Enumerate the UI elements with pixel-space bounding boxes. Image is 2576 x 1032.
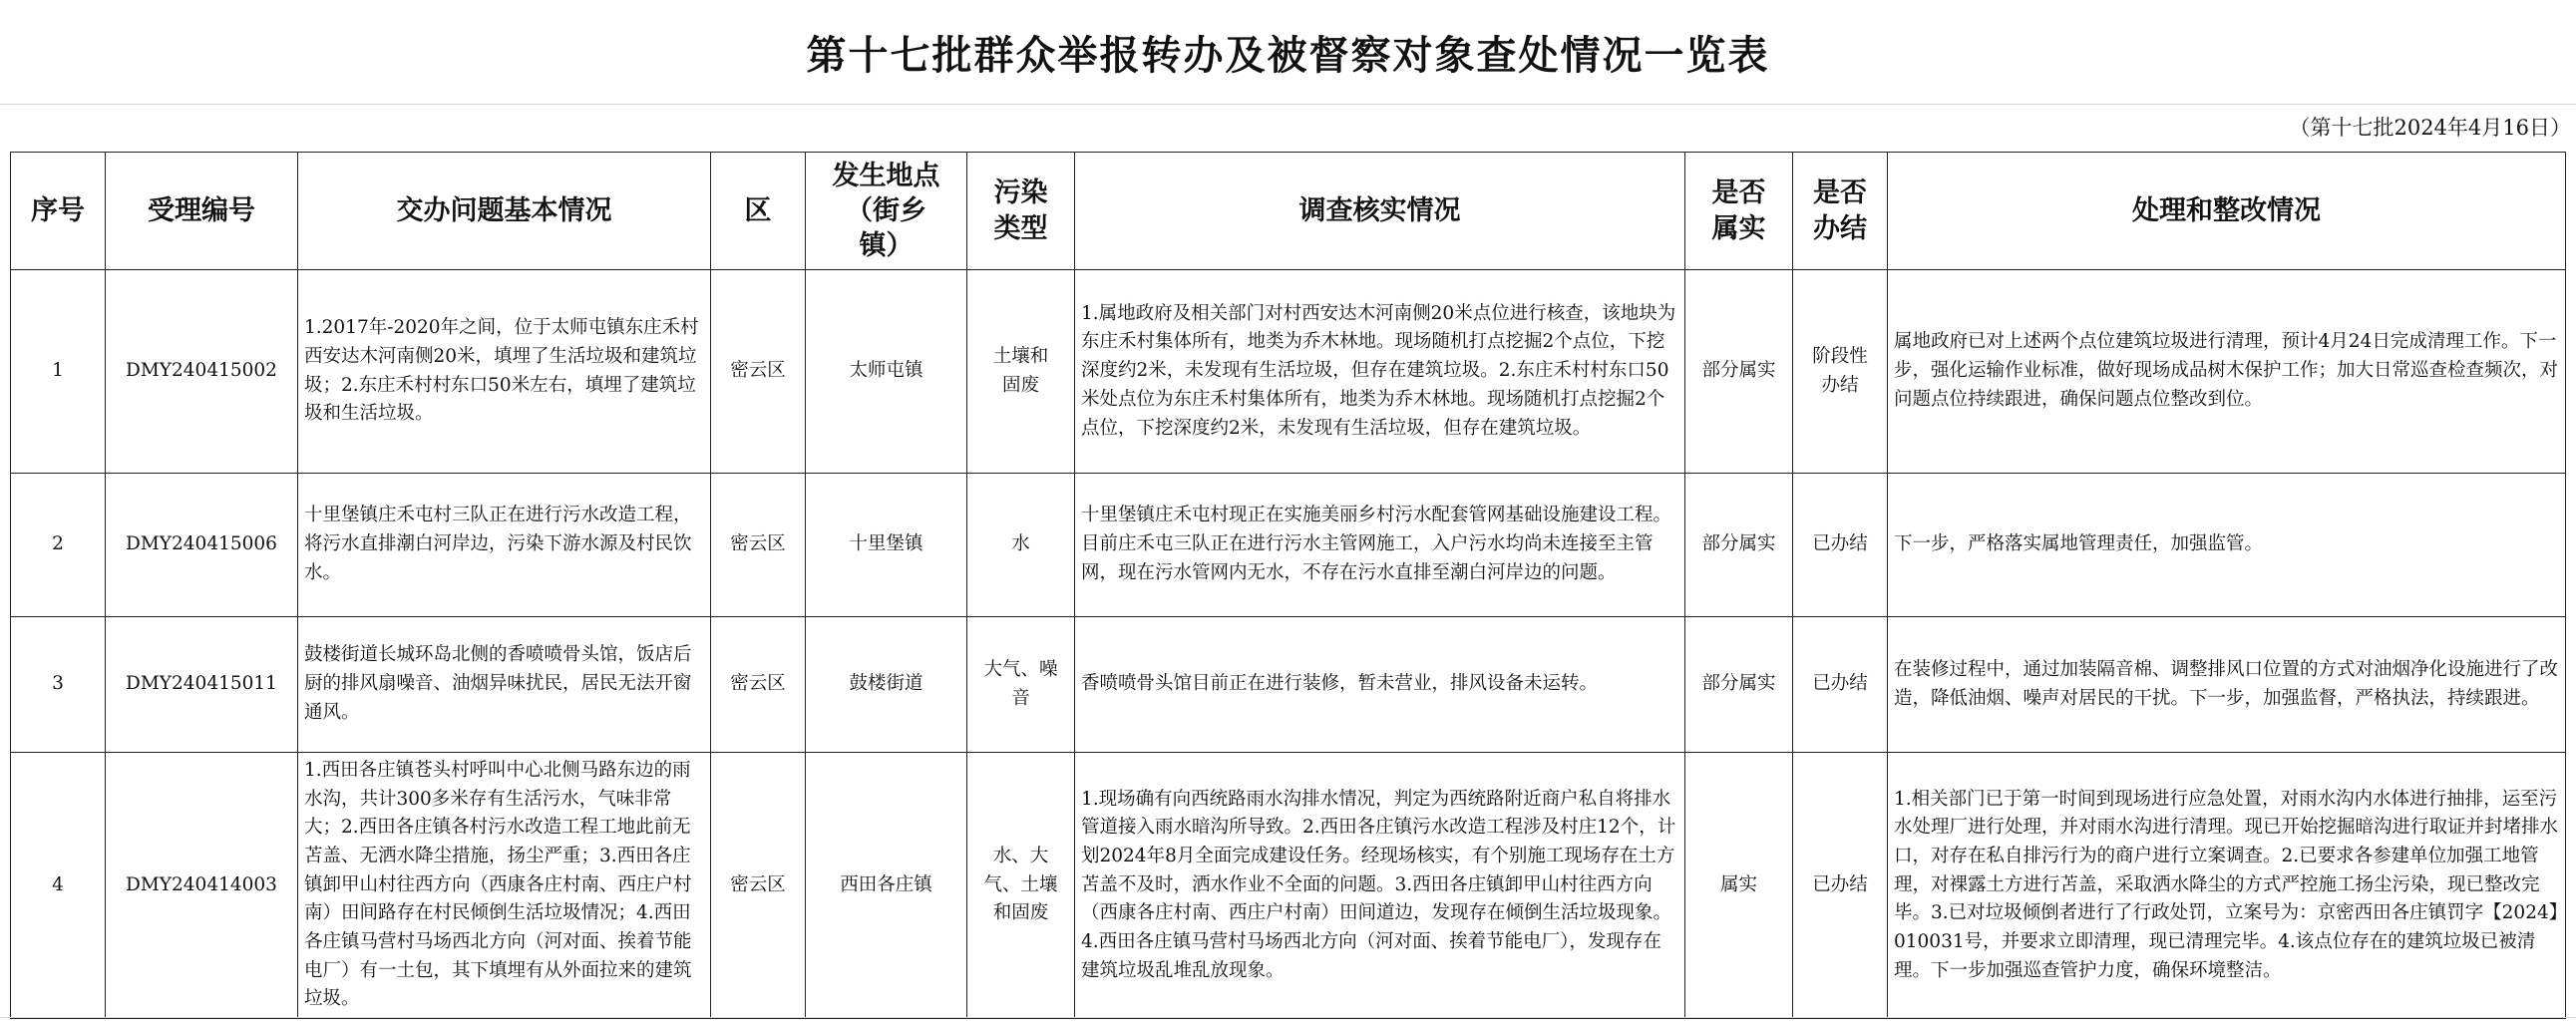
cell-case-no: DMY240415011 bbox=[106, 617, 298, 753]
header-investigation: 调查核实情况 bbox=[1075, 153, 1685, 270]
cell-pollution-type bbox=[967, 474, 1075, 617]
cell-closed-text: 已办结 bbox=[1812, 533, 1868, 555]
cell-location: 太师屯镇 bbox=[806, 270, 967, 474]
cell-closed bbox=[1793, 474, 1888, 617]
header-location bbox=[806, 153, 967, 270]
cell-location: 十里堡镇 bbox=[806, 474, 967, 617]
table-row bbox=[11, 617, 2566, 753]
cell-verified: 部分属实 bbox=[1685, 270, 1793, 474]
table-row bbox=[11, 270, 2566, 474]
cell-district: 密云区 bbox=[711, 753, 806, 1019]
cell-seq: 2 bbox=[11, 474, 106, 617]
cell-district: 密云区 bbox=[711, 474, 806, 617]
cell-pollution-type-text: 水、大气、土壤和固废 bbox=[983, 846, 1058, 924]
cell-pollution-type-text: 土壤和固废 bbox=[992, 345, 1049, 396]
header-location-text: 发生地点（街乡镇） bbox=[832, 160, 940, 262]
cell-pollution-type bbox=[967, 617, 1075, 753]
cell-closed bbox=[1793, 753, 1888, 1019]
header-closed bbox=[1793, 153, 1888, 270]
cell-closed bbox=[1793, 270, 1888, 474]
cell-investigation: 1.属地政府及相关部门对村西安达木河南侧20米点位进行核查，该地块为东庄禾村集体所有，地类为乔木林地。现场随机打点挖掘2个点位，下挖深度约2米，未发现有生活垃圾，但存在建筑垃圾。2.东庄禾村村东口50米处点位为东庄禾村集体所有，地类为乔木林地。现场随机打点挖掘2个点位，下挖深度约2米，未发现有生活垃圾，但存在建筑垃圾。 bbox=[1075, 270, 1685, 474]
header-issue: 交办问题基本情况 bbox=[298, 153, 711, 270]
cell-closed bbox=[1793, 617, 1888, 753]
cell-handling: 在装修过程中，通过加装隔音棉、调整排风口位置的方式对油烟净化设施进行了改造，降低油烟、噪声对居民的干扰。下一步，加强监督，严格执法，持续跟进。 bbox=[1888, 617, 2566, 753]
header-verified bbox=[1685, 153, 1793, 270]
table-row bbox=[11, 474, 2566, 617]
batch-note-row bbox=[0, 104, 2571, 150]
table-header-row bbox=[11, 153, 2566, 270]
cell-case-no: DMY240415002 bbox=[106, 270, 298, 474]
cell-pollution-type-text: 大气、噪音 bbox=[983, 658, 1058, 709]
header-pollution-type bbox=[967, 153, 1075, 270]
header-verified-text: 是否属实 bbox=[1711, 177, 1766, 244]
header-seq: 序号 bbox=[11, 153, 106, 270]
header-case-no: 受理编号 bbox=[106, 153, 298, 270]
cell-case-no: DMY240415006 bbox=[106, 474, 298, 617]
cell-pollution-type bbox=[967, 270, 1075, 474]
header-pollution-type-text: 污染类型 bbox=[993, 177, 1048, 244]
cell-handling: 下一步，严格落实属地管理责任，加强监管。 bbox=[1888, 474, 2566, 617]
cell-issue: 十里堡镇庄禾屯村三队正在进行污水改造工程，将污水直排潮白河岸边，污染下游水源及村民饮水。 bbox=[298, 474, 711, 617]
cell-closed-text: 已办结 bbox=[1812, 673, 1868, 695]
cell-handling: 1.相关部门已于第一时间到现场进行应急处置，对雨水沟内水体进行抽排，运至污水处理厂进行处理，并对雨水沟进行清理。现已开始挖掘暗沟进行取证并封堵排水口，对存在私自排污行为的商户进行立案调查。2.已要求各参建单位加强工地管理，对裸露土方进行苫盖，采取洒水降尘的方式严控施工扬尘污染，现已整改完毕。3.已对垃圾倾倒者进行了行政处罚，立案号为：京密西田各庄镇罚字【2024】010031号，并要求立即清理，现已清理完毕。4.该点位存在的建筑垃圾已被清理。下一步加强巡查管护力度，确保环境整洁。 bbox=[1888, 753, 2566, 1019]
table-row bbox=[11, 753, 2566, 1019]
header-closed-text: 是否办结 bbox=[1813, 177, 1867, 244]
bottom-divider bbox=[0, 1017, 2576, 1018]
page-title: 第十七批群众举报转办及被督察对象查处情况一览表 bbox=[806, 31, 1770, 79]
cell-closed-text: 已办结 bbox=[1812, 873, 1868, 895]
cell-seq: 1 bbox=[11, 270, 106, 474]
header-district: 区 bbox=[711, 153, 806, 270]
cell-verified: 属实 bbox=[1685, 753, 1793, 1019]
cell-investigation: 香喷喷骨头馆目前正在进行装修，暂未营业，排风设备未运转。 bbox=[1075, 617, 1685, 753]
header-handling: 处理和整改情况 bbox=[1888, 153, 2566, 270]
cell-handling: 属地政府已对上述两个点位建筑垃圾进行清理，预计4月24日完成清理工作。下一步，强化运输作业标准，做好现场成品树木保护工作；加大日常巡查检查频次，对问题点位持续跟进，确保问题点位整改到位。 bbox=[1888, 270, 2566, 474]
case-table bbox=[10, 152, 2566, 1019]
batch-note: （第十七批2024年4月16日） bbox=[2289, 116, 2571, 140]
cell-issue: 1.2017年-2020年之间，位于太师屯镇东庄禾村西安达木河南侧20米，填埋了生活垃圾和建筑垃圾；2.东庄禾村村东口50米左右，填埋了建筑垃圾和生活垃圾。 bbox=[298, 270, 711, 474]
cell-pollution-type-text: 水 bbox=[1011, 533, 1030, 555]
cell-pollution-type bbox=[967, 753, 1075, 1019]
cell-location: 鼓楼街道 bbox=[806, 617, 967, 753]
title-row bbox=[0, 0, 2576, 105]
cell-closed-text: 阶段性办结 bbox=[1812, 345, 1868, 396]
cell-investigation: 1.现场确有向西统路雨水沟排水情况，判定为西统路附近商户私自将排水管道接入雨水暗沟所导致。2.西田各庄镇污水改造工程涉及村庄12个，计划2024年8月全面完成建设任务。经现场核实，有个别施工现场存在土方苫盖不及时，洒水作业不全面的问题。3.西田各庄镇卸甲山村往西方向（西康各庄村南、西庄户村南）田间道边，发现存在倾倒生活垃圾现象。4.西田各庄镇马营村马场西北方向（河对面、挨着节能电厂），发现存在建筑垃圾乱堆乱放现象。 bbox=[1075, 753, 1685, 1019]
cell-issue: 1.西田各庄镇苍头村呼叫中心北侧马路东边的雨水沟，共计300多米存有生活污水，气味非常大；2.西田各庄镇各村污水改造工程工地此前无苫盖、无洒水降尘措施，扬尘严重；3.西田各庄镇卸甲山村往西方向（西康各庄村南、西庄户村南）田间路存在村民倾倒生活垃圾情况；4.西田各庄镇马营村马场西北方向（河对面、挨着节能电厂）有一土包，其下填埋有从外面拉来的建筑垃圾。 bbox=[298, 753, 711, 1019]
cell-investigation: 十里堡镇庄禾屯村现正在实施美丽乡村污水配套管网基础设施建设工程。目前庄禾屯三队正在进行污水主管网施工，入户污水均尚未连接至主管网，现在污水管网内无水，不存在污水直排至潮白河岸边的问题。 bbox=[1075, 474, 1685, 617]
cell-issue: 鼓楼街道长城环岛北侧的香喷喷骨头馆，饭店后厨的排风扇噪音、油烟异味扰民，居民无法开窗通风。 bbox=[298, 617, 711, 753]
cell-case-no: DMY240414003 bbox=[106, 753, 298, 1019]
cell-location: 西田各庄镇 bbox=[806, 753, 967, 1019]
cell-district: 密云区 bbox=[711, 270, 806, 474]
cell-district: 密云区 bbox=[711, 617, 806, 753]
cell-seq: 3 bbox=[11, 617, 106, 753]
cell-verified: 部分属实 bbox=[1685, 617, 1793, 753]
cell-verified: 部分属实 bbox=[1685, 474, 1793, 617]
cell-seq: 4 bbox=[11, 753, 106, 1019]
